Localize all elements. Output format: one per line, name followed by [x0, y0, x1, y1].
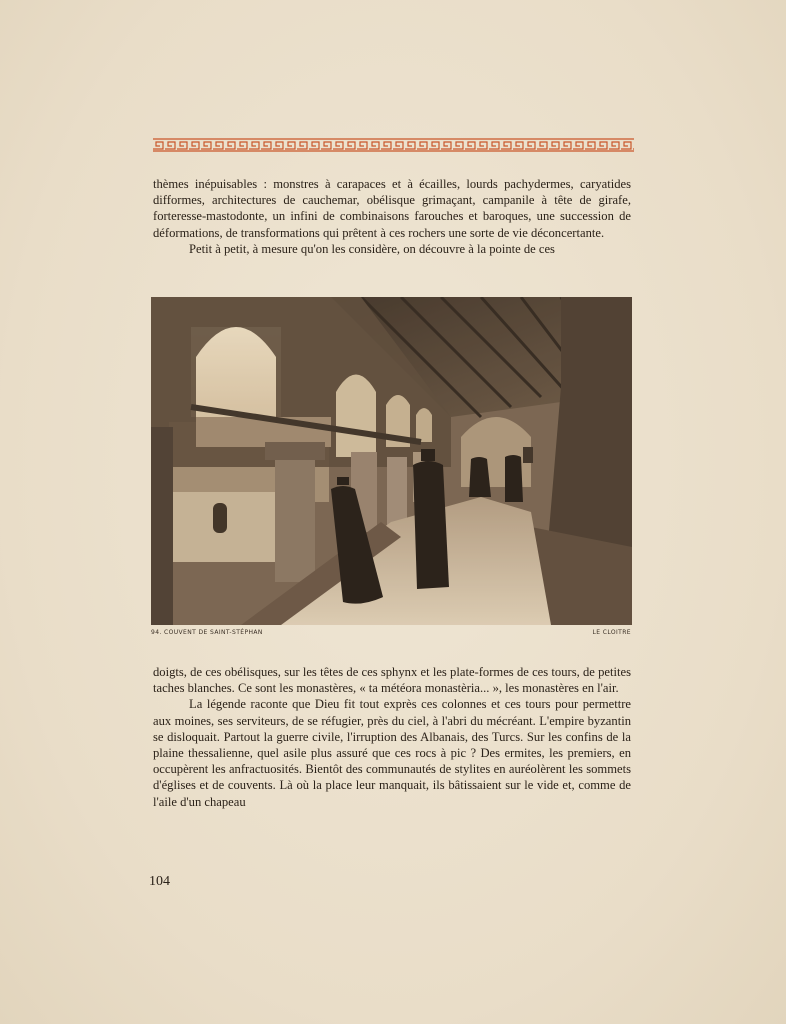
- text-block-bottom: [153, 664, 631, 810]
- figure-caption-right: LE CLOITRE: [592, 629, 631, 636]
- paragraph-second-start: Petit à petit, à mesure qu'on les considère, on découvre à la pointe de ces: [189, 241, 555, 256]
- page-number: 104: [149, 874, 170, 889]
- figure-caption-left: 94. COUVENT DE SAINT-STÉPHAN: [151, 629, 263, 636]
- text-block-top: [153, 176, 631, 257]
- cloister-photograph: [151, 297, 632, 625]
- paragraph-legend: La légende raconte que Dieu fit tout exprès ces colonnes et ces tours pour permettre aux moines, ses serviteurs, de se réfugier, près du ciel, à l'abri du mécréant. L'empire byzantin se disloquait. Partout la guerre civile, l'irruption des Albanais, des Turcs. Sur les confins de la plaine thessalienne, quel asile plus assuré que ces rocs à pic ? Des ermites, les premiers, en occupèrent les anfractuosités. Bientôt des communautés de stylites en auréolèrent les sommets d'églises et de couvents. Là où la place leur manquait, ils bâtissaient sur le vide et, comme de l'aile d'un chapeau: [153, 697, 631, 809]
- greek-key-ornament: [153, 138, 634, 152]
- paragraph-top: thèmes inépuisables : monstres à carapaces et à écailles, lourds pachydermes, caryatides difformes, architectures de cauchemar, obélisque grimaçant, campanile à tête de girafe, forteresse-mastodonte, un infini de combinaisons farouches et baroques, une succession de déformations, de transformations qui prêtent à ces rochers une sorte de vie déconcertante.: [153, 177, 631, 240]
- paragraph-second-continued: doigts, de ces obélisques, sur les têtes de ces sphynx et les plate-formes de ces tours, de petites taches blanches. Ce sont les monastères, « ta météora monastèria... », les monastères en l'air.: [153, 665, 631, 696]
